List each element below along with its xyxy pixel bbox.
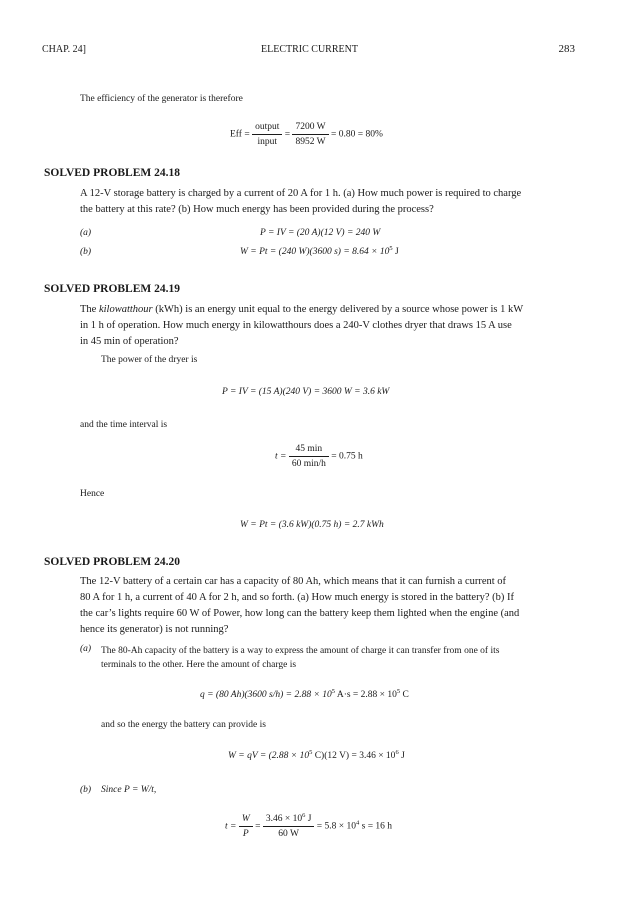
part-b-label-24-20: (b)	[80, 785, 92, 795]
problem-24-20-statement: The 12-V battery of a certain car has a capacity of 80 Ah, which means that it can furnish a current of 80 A for 1 h, a current of 40 A for 2 h, and so forth. (a) How much energy is stored in the battery? (b) If the car’s lights require 60 W of Power, how long can the battery keep them lighted when the engine (and hence its generator) is not running?	[80, 576, 520, 635]
part-b-label: (b)	[80, 247, 92, 257]
page-number: 283	[558, 43, 575, 55]
problem-24-19-statement: The kilowatthour (kWh) is an energy unit equal to the energy delivered by a source whose power is 1 kW in 1 h of operation. How much energy in kilowatthours does a 240-V clothes dryer that draws 15 A use in 45 min of operation?	[80, 304, 524, 347]
running-title: ELECTRIC CURRENT	[261, 44, 358, 55]
energy-equation: W = Pt = (240 W)(3600 $s) = 8.64 \times 10^5$ J	[240, 245, 399, 257]
dryer-power-equation: P = IV = (15 A)(240 V) = 3600 W = 3.6 kW	[222, 387, 390, 397]
dryer-energy-equation: W = Pt = (3.6 kW)(0.75 h) = 2.7 kWh	[240, 520, 384, 530]
part-b-text: Since P = W/t,	[101, 785, 157, 795]
time-interval-text: and the time interval is	[80, 420, 168, 430]
chapter-label: CHAP. 24]	[42, 44, 86, 55]
charge-equation: q = (80 Ah)(3600 $s/h) = 2.88 \times 10^5$ $A\cdot s = 2.88 \times 10^5$ C	[200, 688, 409, 700]
hence-text: Hence	[80, 489, 105, 499]
power-equation: P = IV = (20 A)(12 V) = 240 W	[260, 228, 381, 238]
battery-energy-equation: W = qV = ($2.88 \times 10^5$ C)(12 $V) = 3.46 \times 10^6$ J	[228, 749, 405, 761]
dryer-power-text: The power of the dryer is	[101, 355, 198, 365]
intro-text: The efficiency of the generator is therefore	[80, 94, 243, 104]
efficiency-equation: Eff = $\frac{\text{output}}{\text{input}}$ = $\frac{7200 W}{8952 W}$ = 0.80 = 80%	[230, 122, 383, 147]
battery-energy-text: and so the energy the battery can provide is	[101, 720, 266, 730]
problem-24-19-heading: SOLVED PROBLEM 24.19	[44, 283, 181, 295]
problem-24-18-heading: SOLVED PROBLEM 24.18	[44, 167, 181, 179]
problem-24-18-statement: A 12-V storage battery is charged by a current of 20 A for 1 h. (a) How much power is required to charge the battery at this rate? (b) How much energy has been provided during the process?	[80, 188, 522, 215]
time-equation: t = $\frac{45 \min}{60 \min/h}$ = 0.75 h	[275, 444, 363, 469]
part-a-text: The 80-Ah capacity of the battery is a way to express the amount of charge it can transfer from one of its terminals to the other. Here the amount of charge is	[101, 646, 500, 670]
part-a-label: (a)	[80, 228, 92, 238]
part-a-label-24-20: (a)	[80, 644, 92, 654]
time-light-equation: t = $\frac{W}{P}$ = $\frac{3.46 \times 10^6 J}{60 W}$ = $5.8 \times 10^4$ s = 16 h	[225, 812, 393, 839]
problem-24-20-heading: SOLVED PROBLEM 24.20	[44, 556, 181, 568]
